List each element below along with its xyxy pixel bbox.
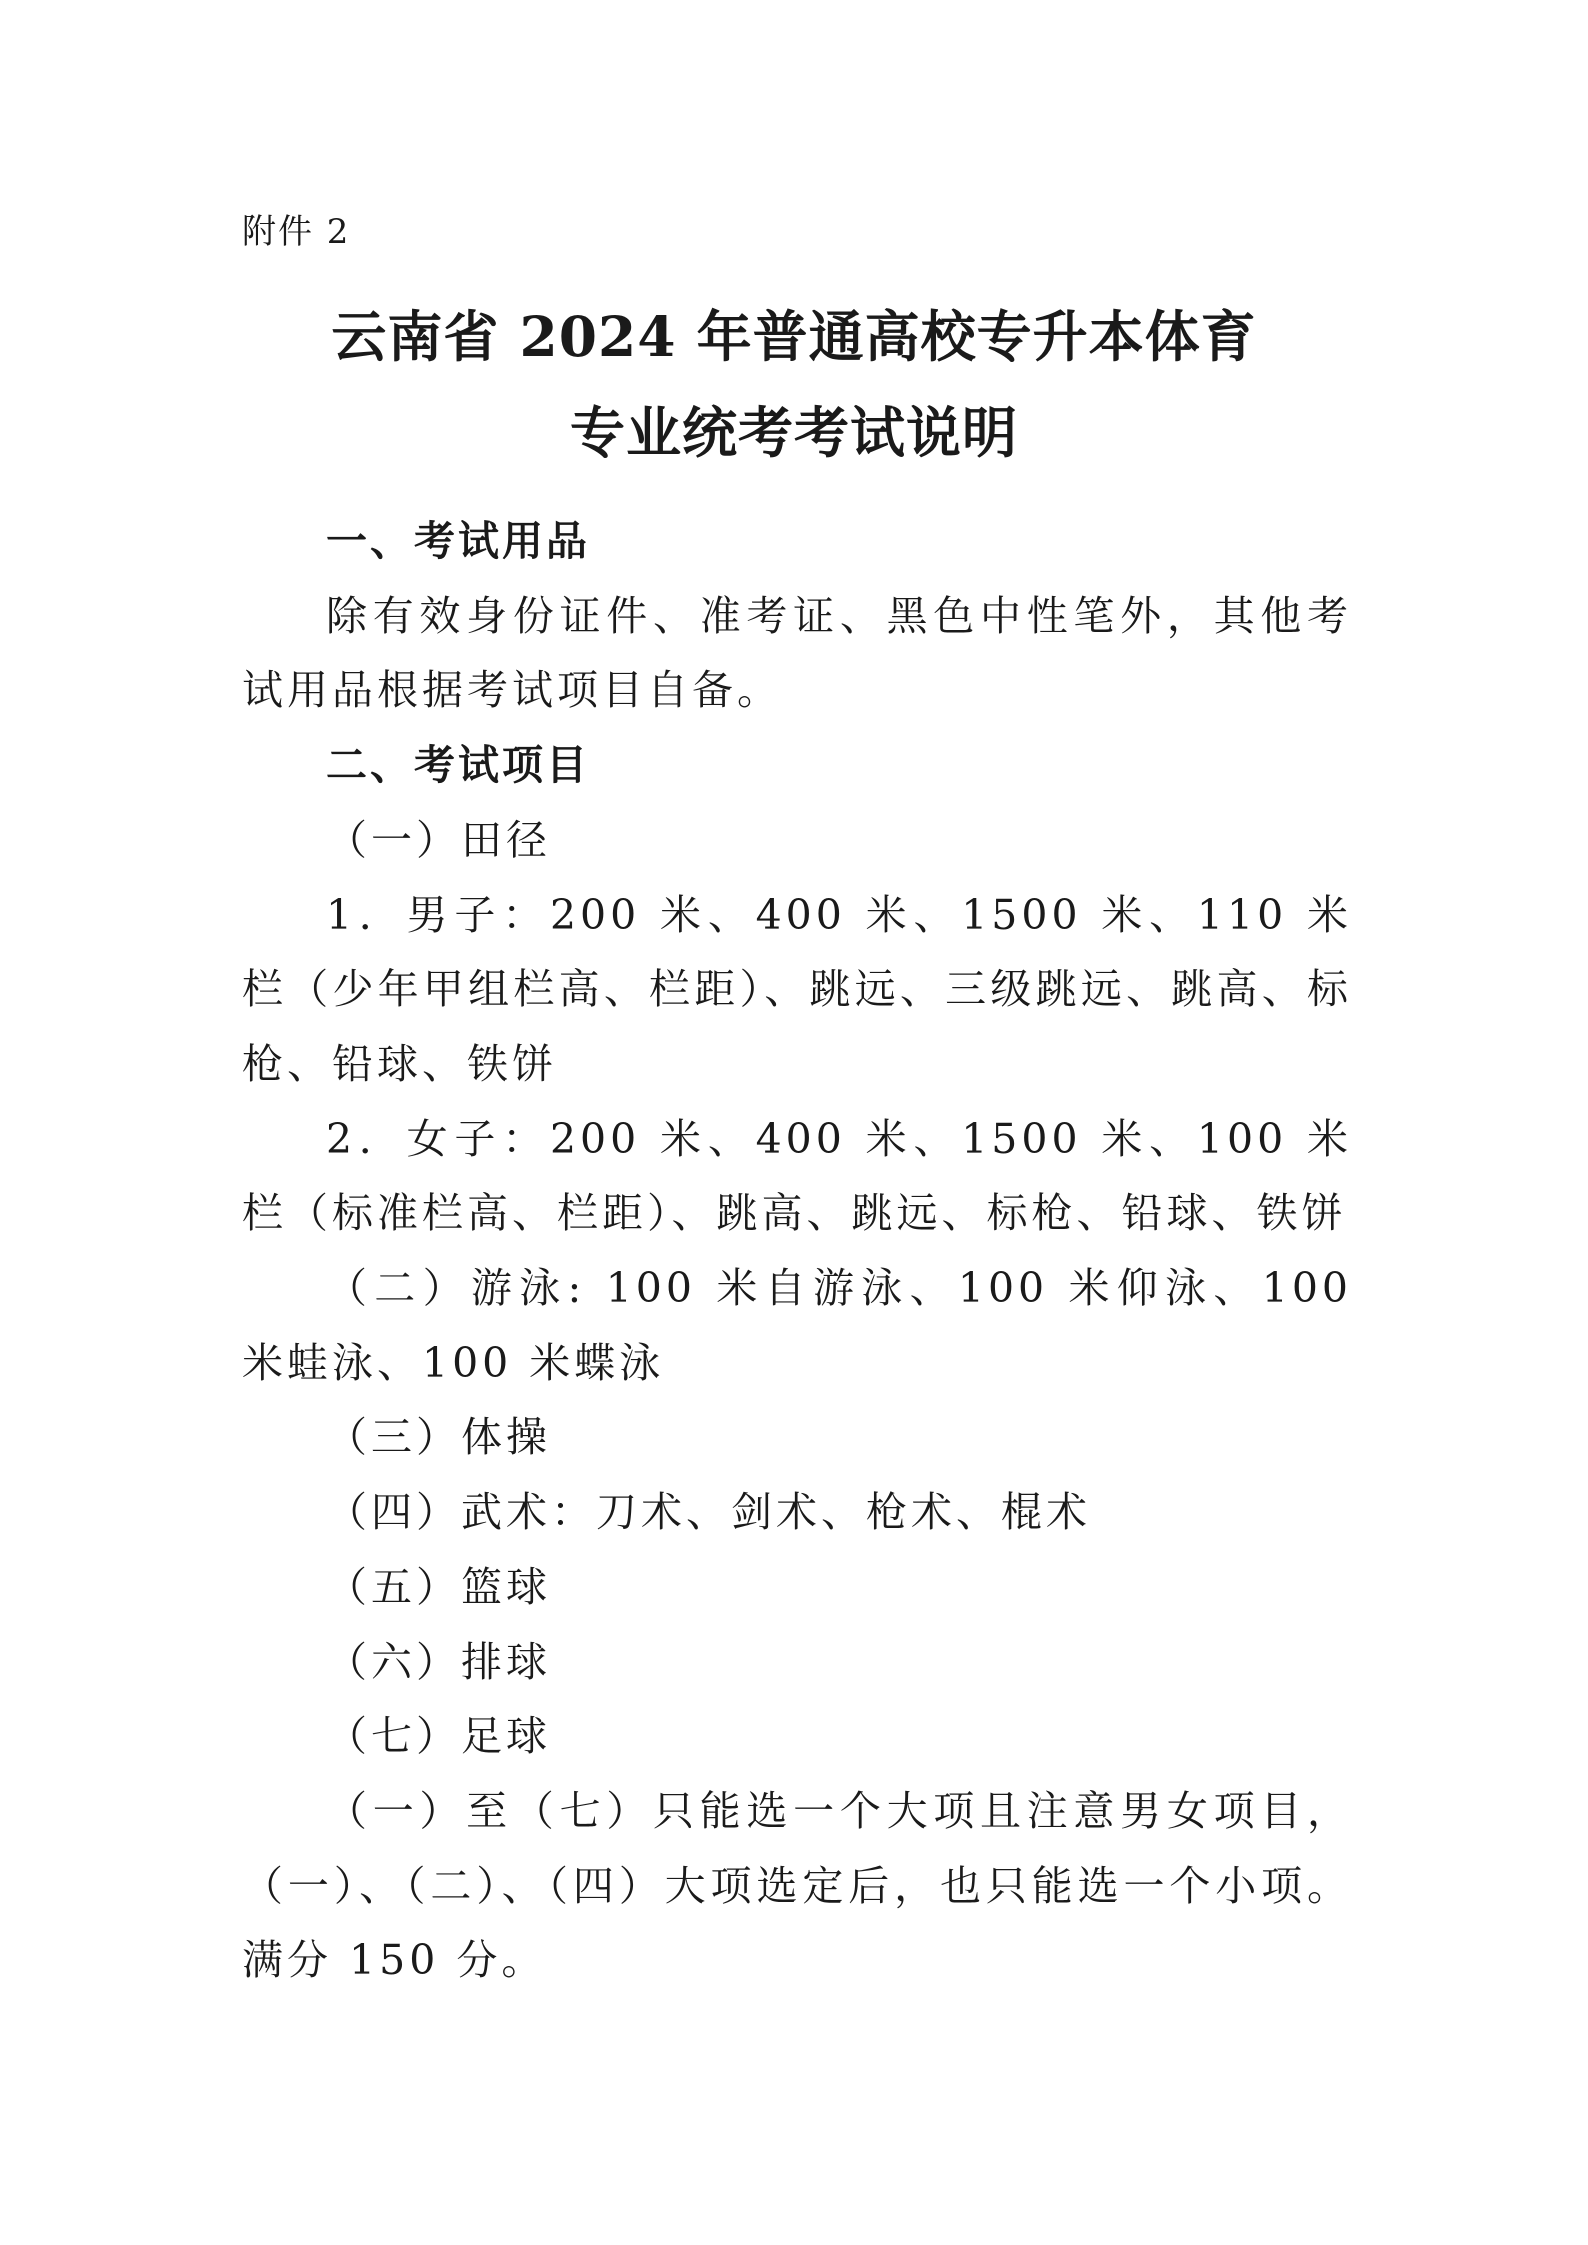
item-martial-arts: （四）武术：刀术、剑术、枪术、棍术 [326, 1488, 1091, 1537]
item-gymnastics: （三）体操 [326, 1413, 551, 1462]
item-football: （七）足球 [326, 1712, 551, 1761]
document-title-line-1: 云南省 2024 年普通高校专升本体育 [331, 304, 1257, 369]
item-track-field-men: 1．男子：200 米、400 米、1500 米、110 米栏（少年甲组栏高、栏距）、跳远、三级跳远、跳高、标枪、铅球、铁饼 [242, 890, 1352, 1088]
item-track-field: （一）田径 [326, 815, 551, 864]
item-volleyball: （六）排球 [326, 1637, 551, 1686]
section-heading-events: 二、考试项目 [326, 741, 590, 790]
item-basketball: （五）篮球 [326, 1562, 551, 1611]
item-track-field-women: 2．女子：200 米、400 米、1500 米、100 米栏（标准栏高、栏距）、跳高、跳远、标枪、铅球、铁饼 [242, 1114, 1352, 1238]
item-swimming: （二）游泳: 100 米自游泳、100 米仰泳、100 米蛙泳、100 米蝶泳 [242, 1264, 1352, 1387]
paragraph-supplies: 除有效身份证件、准考证、黑色中性笔外，其他考试用品根据考试项目自备。 [242, 591, 1352, 715]
paragraph-selection-note: （一）至（七）只能选一个大项且注意男女项目，（一）、（二）、（四）大项选定后，也只能选一个小项。满分 150 分。 [242, 1786, 1352, 1985]
document-title-line-2: 专业统考考试说明 [569, 400, 1018, 465]
document-body [242, 504, 1352, 1998]
section-heading-supplies: 一、考试用品 [326, 517, 590, 565]
attachment-label: 附件 2 [242, 212, 351, 252]
